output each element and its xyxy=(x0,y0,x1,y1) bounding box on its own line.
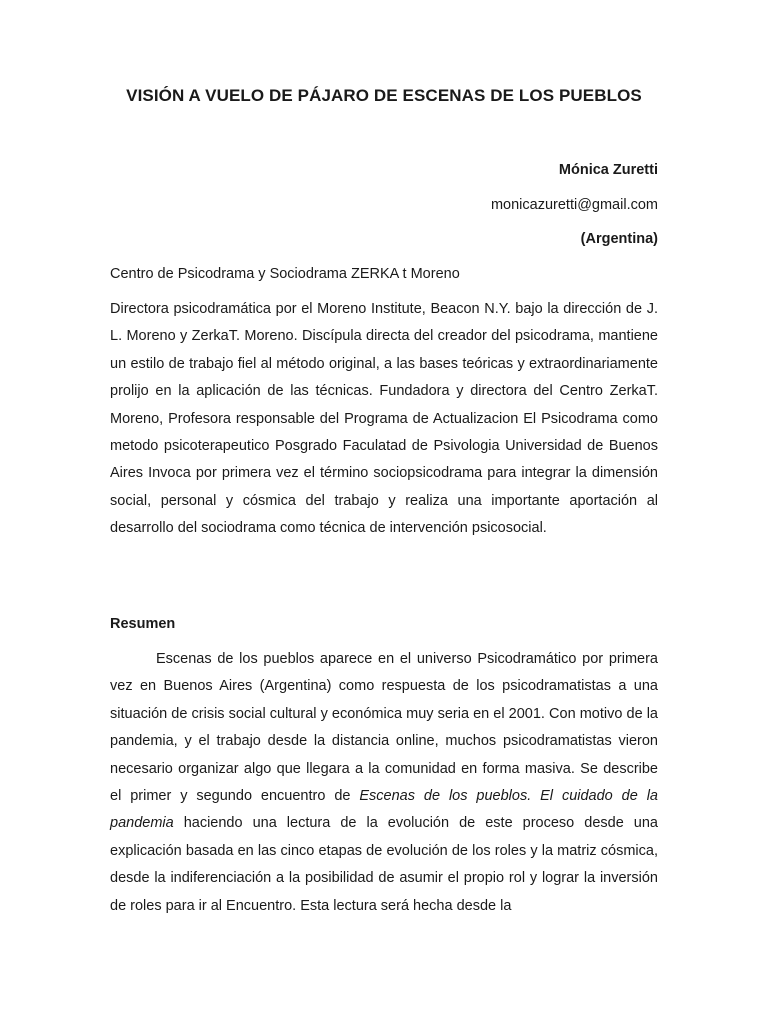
abstract-heading: Resumen xyxy=(110,616,176,632)
author-bio: Directora psicodramática por el Moreno Institute, Beacon N.Y. bajo la dirección de J. L. Moreno y ZerkaT. Moreno. Discípula directa del creador del psicodrama, mantiene un estilo de trabajo fiel al método original, a las bases teóricas y extraordinariamente prolijo en la aplicación de las técnicas. Fundadora y directora del Centro ZerkaT. Moreno, Profesora responsable del Programa de Actualizacion El Psicodrama como metodo psicoterapeutico Posgrado Faculatad de Psivologia Universidad de Buenos Aires Invoca por primera vez el término sociopsicodrama para integrar la dimensión social, personal y cósmica del trabajo y realiza una importante aportación al desarrollo del sociodrama como técnica de intervención psicosocial. xyxy=(110,301,658,537)
author-name: Mónica Zuretti xyxy=(558,162,658,178)
abstract-paragraph xyxy=(110,646,658,920)
document-title: VISIÓN A VUELO DE PÁJARO DE ESCENAS DE LOS PUEBLOS xyxy=(126,86,642,105)
author-country: (Argentina) xyxy=(580,231,658,247)
abstract-text-part1: Escenas de los pueblos aparece en el universo Psicodramático por primera vez en Buenos Aires (Argentina) como respuesta de los psicodramatistas a una situación de crisis social cultural y económica muy seria en el 2001. Con motivo de la pandemia, y el trabajo desde la distancia online, muchos psicodramatistas vieron necesario organizar algo que llegara a la comunidad en forma masiva. Se describe el primer y segundo encuentro de xyxy=(110,651,658,805)
author-email: monicazuretti@gmail.com xyxy=(490,197,658,213)
abstract-italic-title: Escenas de los pueblos. El cuidado de la pandemia xyxy=(110,788,658,832)
abstract-text-part2: haciendo una lectura de la evolución de este proceso desde una explicación basada en las cinco etapas de evolución de los roles y la matriz cósmica, desde la indiferenciación a la posibilidad de asumir el propio rol y lograr la inversión de roles para ir al Encuentro. Esta lectura será hecha desde la xyxy=(110,815,658,914)
affiliation: Centro de Psicodrama y Sociodrama ZERKA t Moreno xyxy=(110,266,460,282)
